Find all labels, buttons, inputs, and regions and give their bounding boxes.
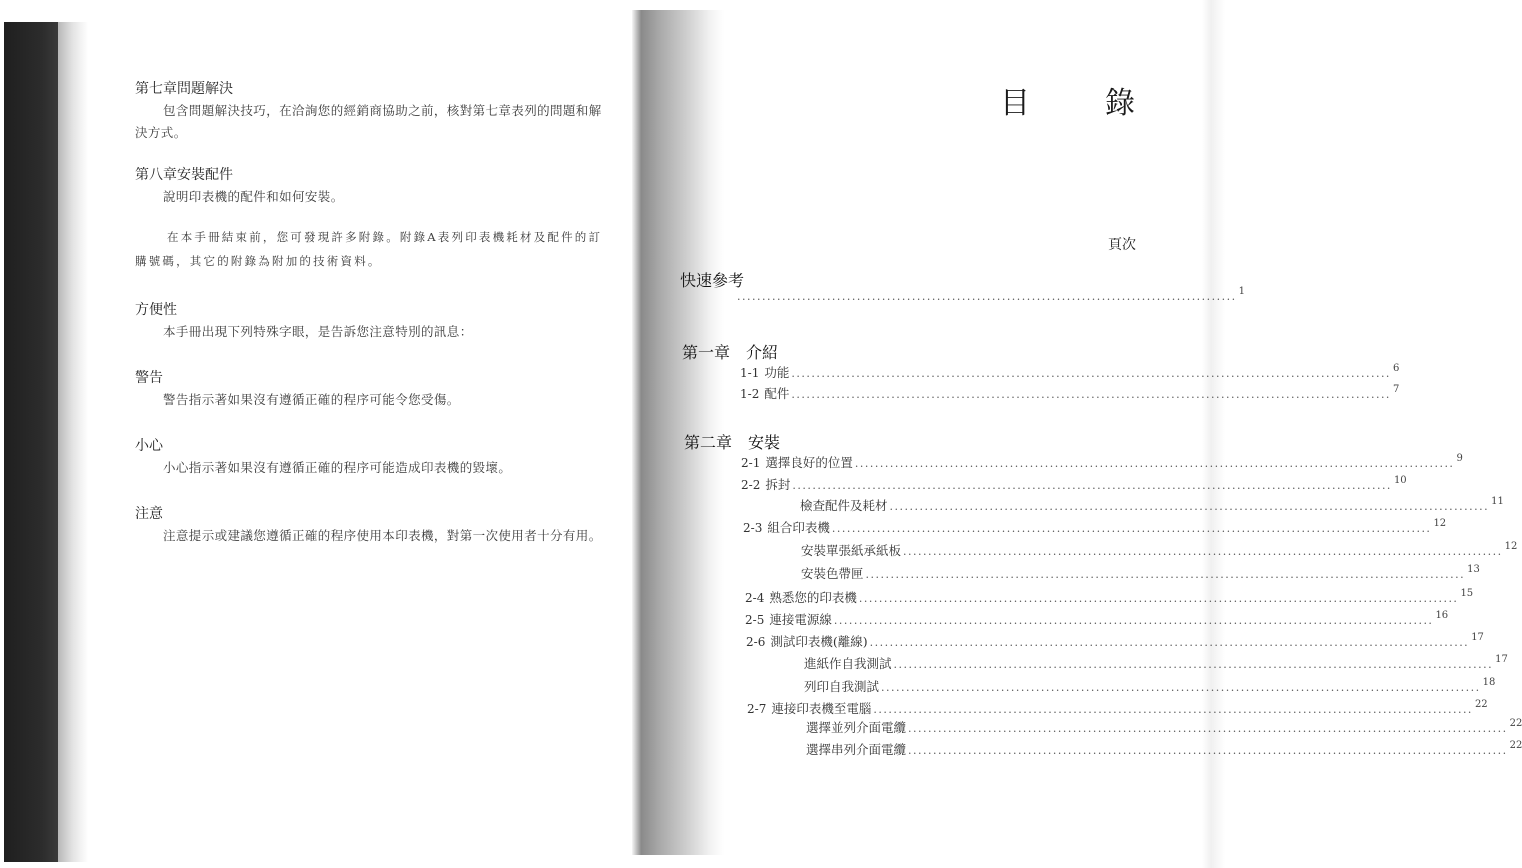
toc-entry-title: 安裝色帶匣 (801, 566, 864, 581)
toc-section-number: 2-4 (745, 591, 765, 605)
scan-edge-shade-left (58, 22, 88, 862)
convenience-title: 方便性 (135, 302, 177, 318)
toc-page-number: 16 (1435, 610, 1449, 621)
dot-leader: ........................................................................................................................ (908, 722, 1508, 735)
toc-entry-label-group (801, 564, 864, 584)
toc-page-number: 22 (1474, 699, 1488, 710)
toc-entry-label-group (740, 363, 789, 383)
toc-section-number: 2-6 (746, 635, 766, 649)
toc-entry[interactable] (745, 588, 1474, 608)
toc-page-number: 12 (1504, 541, 1518, 552)
dot-leader: ........................................................................................................................ (869, 636, 1470, 649)
toc-entry-title: 拆封 (765, 477, 791, 492)
caution-body: 小心指示著如果沒有遵循正確的程序可能造成印表機的毀壞。 (163, 460, 512, 475)
toc-entry-label-group (741, 453, 853, 473)
toc-section-number: 2-5 (745, 613, 765, 627)
toc-entry-label-group (806, 718, 906, 738)
page-column-header: 頁次 (1108, 237, 1136, 253)
toc-entry[interactable] (746, 632, 1484, 652)
toc-page-number: 22 (1509, 718, 1522, 729)
dot-leader: ........................................................................................................................ (858, 592, 1459, 605)
dot-leader: ........................................................................................................................ (865, 568, 1466, 581)
chapter1-heading: 第一章 介紹 (682, 343, 779, 362)
dot-leader: ........................................................................................................................ (831, 522, 1432, 535)
toc-entry[interactable] (806, 740, 1522, 760)
toc-entry-label-group (745, 588, 857, 608)
dot-leader: ........................................................................................................................ (881, 681, 1481, 694)
toc-entry[interactable] (801, 541, 1518, 561)
dot-leader: ........................................................................................................................ (903, 545, 1503, 558)
dot-leader: ........................................................................................................................ (833, 614, 1434, 627)
note-title: 注意 (135, 506, 163, 522)
toc-entry-title: 選擇串列介面電纜 (806, 742, 907, 757)
toc-entry-quick-reference[interactable] (735, 286, 1246, 307)
toc-page-number: 13 (1467, 564, 1480, 575)
toc-page-number: 7 (1392, 384, 1400, 395)
toc-entry[interactable] (740, 363, 1400, 383)
toc-page-number: 6 (1392, 363, 1400, 374)
toc-page-number: 11 (1491, 496, 1504, 507)
toc-entry-label-group (745, 610, 832, 630)
dot-leader: .................................................................................................... (737, 290, 1237, 303)
toc-entry-title: 檢查配件及耗材 (800, 498, 888, 513)
toc-entry[interactable] (804, 677, 1496, 697)
toc-entry-label-group (740, 384, 789, 404)
dot-leader: ........................................................................................................................ (854, 457, 1455, 470)
toc-entry-title: 配件 (764, 386, 790, 401)
left-page (135, 78, 610, 547)
toc-page-number: 22 (1509, 740, 1522, 751)
dot-leader: ........................................................................................................................ (908, 744, 1508, 757)
toc-entry[interactable] (801, 564, 1480, 584)
toc-entry-label-group (804, 654, 892, 674)
toc-entry[interactable] (804, 654, 1508, 674)
toc-entry[interactable] (740, 384, 1400, 404)
toc-page-number: 10 (1393, 475, 1407, 486)
quick-reference-heading: 快速參考 (680, 271, 745, 290)
convenience-body: 本手冊出現下列特殊字眼，是告訴您注意特別的訊息： (163, 324, 473, 339)
toc-section-number: 2-3 (743, 521, 763, 535)
toc-entry[interactable] (800, 496, 1504, 516)
toc-entry-title: 列印自我測試 (804, 679, 880, 694)
toc-entry[interactable] (806, 718, 1522, 738)
warning-body: 警告指示著如果沒有遵循正確的程序可能令您受傷。 (163, 392, 460, 407)
chapter8-title: 第八章安裝配件 (135, 167, 233, 183)
toc-page-number: 1 (1238, 286, 1246, 297)
toc-entry-label-group (743, 518, 830, 538)
toc-entry[interactable] (741, 453, 1463, 473)
toc-page-number: 17 (1495, 654, 1508, 665)
convenience-section (135, 299, 610, 343)
toc-entry-title: 熟悉您的印表機 (769, 590, 857, 605)
toc-entry[interactable] (745, 610, 1449, 630)
toc-entry-title: 進紙作自我測試 (804, 656, 892, 671)
toc-entry-title: 連接印表機至電腦 (771, 701, 872, 716)
chapter7-title: 第七章問題解決 (135, 81, 233, 97)
toc-entry-label-group (806, 740, 906, 760)
toc-page-number: 9 (1456, 453, 1463, 464)
dot-leader: ........................................................................................................................ (889, 500, 1490, 513)
dot-leader: ........................................................................................................................ (893, 658, 1494, 671)
toc-entry-title: 功能 (764, 365, 790, 380)
warning-title: 警告 (135, 370, 163, 386)
appendix-note: 在本手冊結束前，您可發現許多附錄。附錄A表列印表機耗材及配件的訂購號碼，其它的附錄為附加的技術資料。 (135, 230, 603, 268)
dot-leader: ........................................................................................................................ (791, 388, 1391, 401)
dot-leader: ........................................................................................................................ (873, 703, 1473, 716)
toc-entry[interactable] (743, 518, 1447, 538)
warning-section (135, 367, 610, 411)
toc-page-number: 12 (1433, 518, 1447, 529)
chapter7-body: 包含問題解決技巧，在洽詢您的經銷商協助之前，核對第七章表列的問題和解決方式。 (135, 103, 602, 140)
toc-entry-label-group (741, 475, 790, 495)
toc-entry-title: 連接電源線 (769, 612, 832, 627)
toc-entry-label-group (804, 677, 879, 697)
toc-entry-title: 選擇良好的位置 (765, 455, 853, 470)
toc-title-char-1: 目 (1000, 86, 1030, 121)
caution-section (135, 435, 610, 479)
toc-page-number: 17 (1471, 632, 1484, 643)
toc-section-number: 2-2 (741, 478, 761, 492)
toc-section-number: 1-1 (740, 366, 760, 380)
note-section (135, 503, 610, 547)
toc-entry-label-group (746, 632, 868, 652)
toc-entry-title: 安裝單張紙承紙板 (801, 543, 902, 558)
note-body: 注意提示或建議您遵循正確的程序使用本印表機，對第一次使用者十分有用。 (163, 528, 602, 543)
toc-page-number: 18 (1482, 677, 1496, 688)
scan-spine-shadow-left (4, 22, 58, 862)
toc-entry-title: 選擇並列介面電纜 (806, 720, 907, 735)
chapter8-body: 說明印表機的配件和如何安裝。 (163, 189, 344, 204)
toc-entry-label-group (747, 699, 871, 719)
toc-entry-title: 測試印表機(離線) (770, 634, 868, 649)
toc-section-number: 2-7 (747, 702, 767, 716)
dot-leader: ........................................................................................................................ (792, 479, 1392, 492)
toc-title-char-2: 錄 (1105, 86, 1135, 121)
dot-leader: ........................................................................................................................ (791, 367, 1391, 380)
toc-entry-title: 組合印表機 (767, 520, 830, 535)
chapter7-section (135, 78, 610, 144)
toc-entry[interactable] (747, 699, 1488, 719)
toc-entry-label-group (800, 496, 888, 516)
toc-page-number: 15 (1460, 588, 1474, 599)
toc-entry[interactable] (741, 475, 1407, 495)
chapter2-heading: 第二章 安裝 (684, 433, 781, 452)
chapter8-section (135, 164, 610, 208)
toc-section-number: 1-2 (740, 387, 760, 401)
toc-entry-label-group (801, 541, 901, 561)
caution-title: 小心 (135, 438, 163, 454)
toc-section-number: 2-1 (741, 456, 761, 470)
